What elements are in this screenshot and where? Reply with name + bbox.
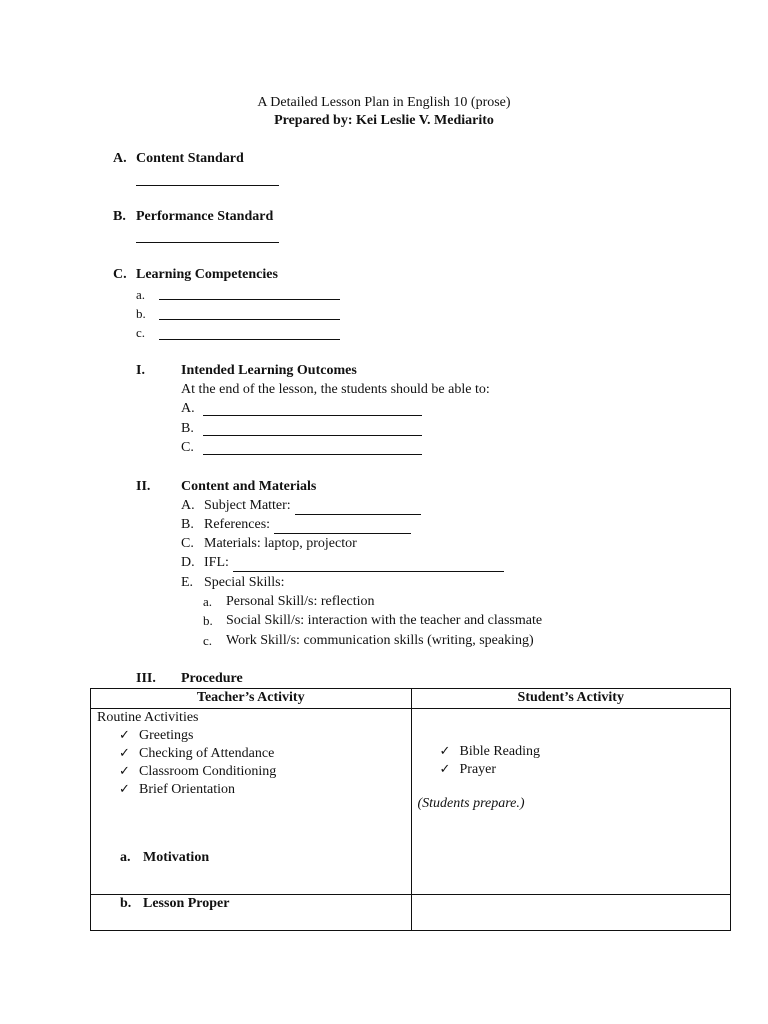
content-item-text: IFL: [204,554,504,572]
content-numeral: II. [136,479,151,494]
competency-item-label: a. [136,287,146,302]
list-item: ✓ Bible Reading [439,744,540,759]
check-icon: ✓ [119,728,130,743]
blank-line [136,185,279,186]
content-item-label: E. [181,575,194,590]
blank-line [203,415,422,416]
content-item-label: A. [181,498,195,513]
blank-line [203,435,422,436]
content-title: Content and Materials [181,479,317,494]
section-c-label: C. [113,267,127,282]
student-activity-cell [411,895,731,931]
outcome-item-label: B. [181,421,194,436]
table-header-row [91,689,731,709]
check-icon: ✓ [439,762,451,777]
skill-item-text: Social Skill/s: interaction with the teacher and classmate [226,613,543,628]
lesson-proper-title: Lesson Proper [143,896,230,911]
skill-item-label: c. [203,633,213,648]
section-a-title: Content Standard [136,151,244,166]
check-icon: ✓ [119,782,130,797]
content-item-label: D. [181,555,195,570]
table-row [91,709,731,895]
content-item-text: References: [204,516,411,534]
procedure-table [90,688,731,931]
outcomes-title: Intended Learning Outcomes [181,363,357,378]
document-title: A Detailed Lesson Plan in English 10 (prose) [257,95,511,110]
content-item-label: B. [181,517,194,532]
blank-line [159,299,340,300]
skill-item-text: Work Skill/s: communication skills (writing, speaking) [226,633,534,648]
check-icon: ✓ [119,746,130,761]
list-item: ✓ Checking of Attendance [119,746,275,761]
blank-line [159,319,340,320]
competency-item-label: b. [136,306,146,321]
content-item-text: Materials: laptop, projector [204,536,357,551]
check-icon: ✓ [439,744,451,759]
motivation-title: Motivation [143,850,210,865]
list-item: ✓ Classroom Conditioning [119,764,277,779]
content-item-text: Special Skills: [204,575,285,590]
procedure-numeral: III. [136,671,156,686]
list-item: ✓ Brief Orientation [119,782,236,797]
outcome-item-label: A. [181,401,195,416]
outcomes-intro: At the end of the lesson, the students should be able to: [181,382,490,397]
section-a-label: A. [113,151,127,166]
table-row [91,895,731,931]
skill-item-label: a. [203,594,213,609]
teacher-activity-cell [91,895,412,931]
skill-item-label: b. [203,613,213,628]
teacher-activity-header: Teacher’s Activity [91,689,412,709]
prepared-by: Prepared by: Kei Leslie V. Mediarito [274,113,494,128]
content-item-label: C. [181,536,194,551]
student-activity-cell [411,709,731,895]
list-item: ✓ Prayer [439,762,497,777]
routine-title: Routine Activities [97,710,199,725]
content-item-text: Subject Matter: [204,497,421,515]
competency-item-label: c. [136,325,146,340]
list-item: ✓ Greetings [119,728,194,743]
motivation-label: a. [120,850,131,865]
lesson-proper-label: b. [120,896,132,911]
skill-item-text: Personal Skill/s: reflection [226,594,375,609]
teacher-activity-cell [91,709,412,895]
check-icon: ✓ [119,764,130,779]
blank-line [159,339,340,340]
blank-line [203,454,422,455]
outcome-item-label: C. [181,440,194,455]
outcomes-numeral: I. [136,363,145,378]
procedure-title: Procedure [181,671,243,686]
section-b-label: B. [113,209,126,224]
section-b-title: Performance Standard [136,209,274,224]
blank-line [136,242,279,243]
student-note: (Students prepare.) [417,796,525,811]
section-c-title: Learning Competencies [136,267,278,282]
student-activity-header: Student’s Activity [411,689,731,709]
